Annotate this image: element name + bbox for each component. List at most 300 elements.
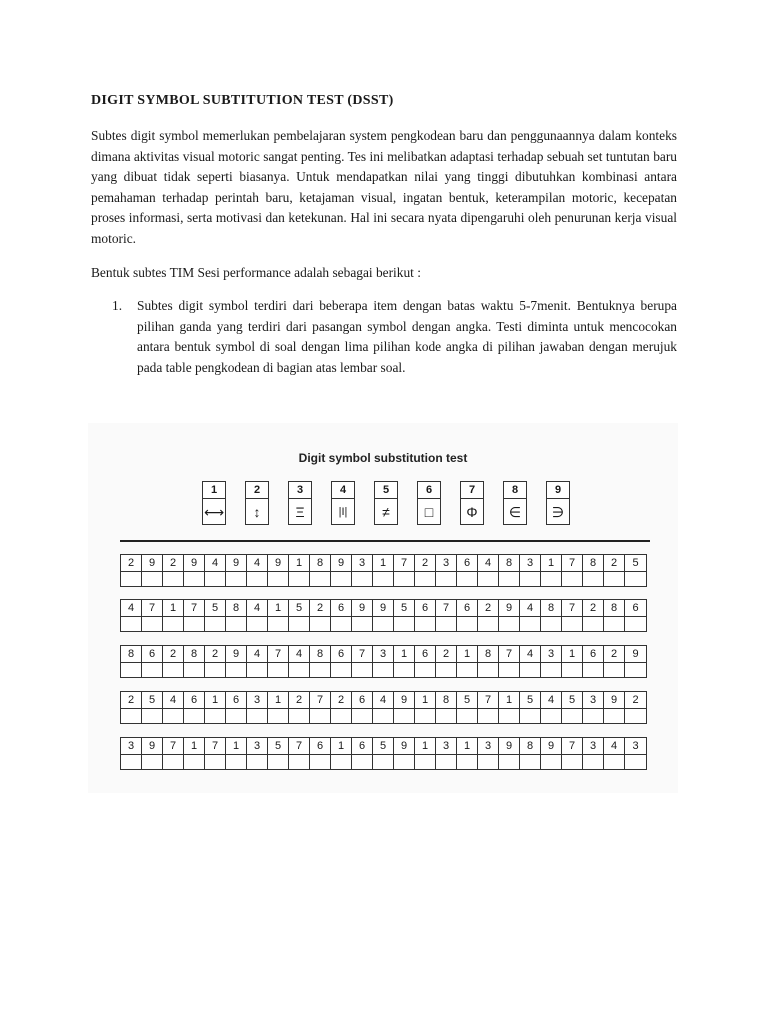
answer-blank[interactable] xyxy=(625,709,646,723)
test-cell xyxy=(289,738,310,769)
test-cell xyxy=(268,692,289,723)
test-cell xyxy=(226,738,247,769)
answer-blank[interactable] xyxy=(205,617,225,631)
test-cell xyxy=(205,600,226,631)
answer-blank[interactable] xyxy=(562,755,582,769)
test-cell xyxy=(310,555,331,586)
answer-blank[interactable] xyxy=(520,572,540,586)
test-cell xyxy=(163,738,184,769)
answer-blank[interactable] xyxy=(163,709,183,723)
test-digit: 2 xyxy=(205,646,225,663)
test-cell xyxy=(142,600,163,631)
key-cell-1 xyxy=(202,481,226,525)
test-cell xyxy=(163,555,184,586)
answer-blank[interactable] xyxy=(520,755,540,769)
test-digit: 3 xyxy=(121,738,141,755)
test-digit: 7 xyxy=(352,646,372,663)
answer-blank[interactable] xyxy=(247,663,267,677)
test-cell xyxy=(520,600,541,631)
key-digit: 7 xyxy=(461,482,483,499)
answer-blank[interactable] xyxy=(121,755,141,769)
test-cell xyxy=(478,646,499,677)
answer-blank[interactable] xyxy=(562,617,582,631)
test-cell xyxy=(121,692,142,723)
test-digit: 7 xyxy=(436,600,456,617)
answer-blank[interactable] xyxy=(163,617,183,631)
answer-blank[interactable] xyxy=(625,617,646,631)
test-cell xyxy=(583,646,604,677)
test-cell xyxy=(310,738,331,769)
answer-blank[interactable] xyxy=(289,709,309,723)
test-digit: 4 xyxy=(289,646,309,663)
answer-blank[interactable] xyxy=(520,617,540,631)
test-digit: 6 xyxy=(352,692,372,709)
answer-blank[interactable] xyxy=(268,572,288,586)
test-digit: 8 xyxy=(121,646,141,663)
answer-blank[interactable] xyxy=(226,755,246,769)
answer-blank[interactable] xyxy=(184,663,204,677)
answer-blank[interactable] xyxy=(310,755,330,769)
test-cell xyxy=(352,738,373,769)
answer-blank[interactable] xyxy=(436,663,456,677)
answer-blank[interactable] xyxy=(184,755,204,769)
test-digit: 9 xyxy=(142,738,162,755)
answer-blank[interactable] xyxy=(184,617,204,631)
answer-blank[interactable] xyxy=(247,572,267,586)
test-cell xyxy=(310,600,331,631)
answer-blank[interactable] xyxy=(268,709,288,723)
test-cell xyxy=(142,692,163,723)
test-digit: 8 xyxy=(310,646,330,663)
test-row xyxy=(120,737,647,770)
test-digit: 6 xyxy=(310,738,330,755)
answer-blank[interactable] xyxy=(121,572,141,586)
answer-blank[interactable] xyxy=(457,617,477,631)
answer-blank[interactable] xyxy=(373,617,393,631)
test-digit: 2 xyxy=(163,646,183,663)
answer-blank[interactable] xyxy=(142,755,162,769)
test-digit: 2 xyxy=(604,646,624,663)
key-cell-3 xyxy=(288,481,312,525)
figure-title: Digit symbol substitution test xyxy=(298,451,468,465)
answer-blank[interactable] xyxy=(352,617,372,631)
test-digit: 8 xyxy=(520,738,540,755)
test-cell xyxy=(121,738,142,769)
answer-blank[interactable] xyxy=(142,709,162,723)
test-cell xyxy=(583,738,604,769)
test-digit: 3 xyxy=(436,738,456,755)
test-digit: 9 xyxy=(499,600,519,617)
answer-blank[interactable] xyxy=(604,663,624,677)
test-digit: 1 xyxy=(184,738,204,755)
key-cell-4 xyxy=(331,481,355,525)
test-digit: 4 xyxy=(247,600,267,617)
answer-blank[interactable] xyxy=(310,663,330,677)
test-digit: 5 xyxy=(457,692,477,709)
test-cell xyxy=(499,600,520,631)
answer-blank[interactable] xyxy=(478,617,498,631)
test-cell xyxy=(142,646,163,677)
answer-blank[interactable] xyxy=(121,617,141,631)
test-digit: 6 xyxy=(331,600,351,617)
test-digit: 6 xyxy=(583,646,603,663)
answer-blank[interactable] xyxy=(289,572,309,586)
answer-blank[interactable] xyxy=(478,755,498,769)
test-digit: 6 xyxy=(142,646,162,663)
test-digit: 5 xyxy=(562,692,582,709)
test-digit: 5 xyxy=(142,692,162,709)
test-digit: 8 xyxy=(478,646,498,663)
answer-blank[interactable] xyxy=(331,572,351,586)
answer-blank[interactable] xyxy=(394,572,414,586)
answer-blank[interactable] xyxy=(583,617,603,631)
answer-blank[interactable] xyxy=(373,572,393,586)
phi-icon: Φ xyxy=(466,504,478,520)
test-cell xyxy=(604,555,625,586)
test-cell xyxy=(226,600,247,631)
answer-blank[interactable] xyxy=(373,709,393,723)
test-digit: 2 xyxy=(583,600,603,617)
test-digit: 2 xyxy=(625,692,646,709)
answer-blank[interactable] xyxy=(163,663,183,677)
answer-blank[interactable] xyxy=(331,663,351,677)
answer-blank[interactable] xyxy=(562,663,582,677)
key-digit: 5 xyxy=(375,482,397,499)
test-cell xyxy=(226,555,247,586)
answer-blank[interactable] xyxy=(625,572,646,586)
test-digit: 2 xyxy=(289,692,309,709)
answer-blank[interactable] xyxy=(289,755,309,769)
answer-blank[interactable] xyxy=(205,755,225,769)
answer-blank[interactable] xyxy=(310,617,330,631)
answer-blank[interactable] xyxy=(352,709,372,723)
test-digit: 8 xyxy=(541,600,561,617)
test-cell xyxy=(142,738,163,769)
test-digit: 4 xyxy=(520,646,540,663)
answer-blank[interactable] xyxy=(142,572,162,586)
answer-blank[interactable] xyxy=(415,572,435,586)
test-cell xyxy=(394,555,415,586)
test-cell xyxy=(163,692,184,723)
test-cell xyxy=(184,555,205,586)
test-digit: 5 xyxy=(205,600,225,617)
answer-blank[interactable] xyxy=(457,755,477,769)
answer-blank[interactable] xyxy=(604,709,624,723)
answer-blank[interactable] xyxy=(604,617,624,631)
answer-blank[interactable] xyxy=(541,617,561,631)
dsst-figure xyxy=(88,423,678,793)
test-digit: 7 xyxy=(310,692,330,709)
answer-blank[interactable] xyxy=(247,755,267,769)
divider-line xyxy=(120,540,650,542)
answer-blank[interactable] xyxy=(394,663,414,677)
answer-blank[interactable] xyxy=(205,709,225,723)
test-cell xyxy=(625,555,646,586)
test-digit: 2 xyxy=(604,555,624,572)
test-digit: 2 xyxy=(121,555,141,572)
answer-blank[interactable] xyxy=(604,755,624,769)
test-cell xyxy=(352,600,373,631)
answer-blank[interactable] xyxy=(478,572,498,586)
list-item xyxy=(91,296,677,378)
key-cell-9 xyxy=(546,481,570,525)
test-digit: 7 xyxy=(562,555,582,572)
answer-blank[interactable] xyxy=(289,663,309,677)
test-cell xyxy=(520,692,541,723)
answer-blank[interactable] xyxy=(478,709,498,723)
test-cell xyxy=(331,600,352,631)
answer-blank[interactable] xyxy=(457,709,477,723)
test-digit: 7 xyxy=(478,692,498,709)
test-cell xyxy=(373,738,394,769)
test-cell xyxy=(520,555,541,586)
bars-icon: |I| xyxy=(338,506,348,518)
answer-blank[interactable] xyxy=(415,617,435,631)
test-digit: 1 xyxy=(331,738,351,755)
test-cell xyxy=(583,555,604,586)
answer-blank[interactable] xyxy=(625,755,646,769)
answer-blank[interactable] xyxy=(499,617,519,631)
test-cell xyxy=(415,692,436,723)
test-digit: 5 xyxy=(520,692,540,709)
test-cell xyxy=(625,600,646,631)
square-icon: □ xyxy=(424,504,434,520)
test-cell xyxy=(478,692,499,723)
test-digit: 4 xyxy=(163,692,183,709)
test-cell xyxy=(331,738,352,769)
test-digit: 4 xyxy=(205,555,225,572)
test-digit: 3 xyxy=(583,692,603,709)
test-digit: 3 xyxy=(583,738,603,755)
answer-blank[interactable] xyxy=(142,663,162,677)
test-digit: 8 xyxy=(184,646,204,663)
answer-blank[interactable] xyxy=(541,709,561,723)
test-digit: 5 xyxy=(373,738,393,755)
test-cell xyxy=(625,646,646,677)
answer-blank[interactable] xyxy=(331,709,351,723)
test-digit: 6 xyxy=(184,692,204,709)
answer-blank[interactable] xyxy=(562,572,582,586)
test-digit: 8 xyxy=(226,600,246,617)
test-cell xyxy=(352,555,373,586)
answer-blank[interactable] xyxy=(604,572,624,586)
answer-blank[interactable] xyxy=(562,709,582,723)
answer-blank[interactable] xyxy=(121,663,141,677)
test-digit: 1 xyxy=(394,646,414,663)
test-digit: 8 xyxy=(583,555,603,572)
test-digit: 7 xyxy=(184,600,204,617)
answer-blank[interactable] xyxy=(184,572,204,586)
answer-blank[interactable] xyxy=(394,755,414,769)
answer-blank[interactable] xyxy=(268,617,288,631)
answer-blank[interactable] xyxy=(583,572,603,586)
test-digit: 1 xyxy=(499,692,519,709)
test-cell xyxy=(184,692,205,723)
test-cell xyxy=(226,692,247,723)
test-cell xyxy=(394,738,415,769)
answer-blank[interactable] xyxy=(541,663,561,677)
answer-blank[interactable] xyxy=(163,755,183,769)
answer-blank[interactable] xyxy=(436,617,456,631)
answer-blank[interactable] xyxy=(226,663,246,677)
test-digit: 9 xyxy=(499,738,519,755)
answer-blank[interactable] xyxy=(289,617,309,631)
answer-blank[interactable] xyxy=(583,663,603,677)
test-digit: 6 xyxy=(415,646,435,663)
test-cell xyxy=(478,600,499,631)
test-digit: 7 xyxy=(562,738,582,755)
contains-icon: ∋ xyxy=(551,504,565,520)
answer-blank[interactable] xyxy=(121,709,141,723)
answer-blank[interactable] xyxy=(268,663,288,677)
test-digit: 9 xyxy=(226,646,246,663)
answer-blank[interactable] xyxy=(436,755,456,769)
test-digit: 3 xyxy=(247,692,267,709)
test-row xyxy=(120,554,647,587)
test-cell xyxy=(415,738,436,769)
test-cell xyxy=(121,646,142,677)
test-cell xyxy=(247,600,268,631)
test-cell xyxy=(457,646,478,677)
test-digit: 7 xyxy=(394,555,414,572)
test-cell xyxy=(541,555,562,586)
test-digit: 8 xyxy=(604,600,624,617)
test-cell xyxy=(625,692,646,723)
answer-blank[interactable] xyxy=(184,709,204,723)
answer-blank[interactable] xyxy=(226,572,246,586)
answer-blank[interactable] xyxy=(415,709,435,723)
test-cell xyxy=(457,600,478,631)
answer-blank[interactable] xyxy=(625,663,646,677)
test-cell xyxy=(205,646,226,677)
answer-blank[interactable] xyxy=(499,755,519,769)
answer-blank[interactable] xyxy=(142,617,162,631)
answer-blank[interactable] xyxy=(352,663,372,677)
answer-blank[interactable] xyxy=(247,617,267,631)
test-digit: 8 xyxy=(310,555,330,572)
up-down-arrow-icon: ↕ xyxy=(253,504,261,520)
key-digit: 1 xyxy=(203,482,225,499)
answer-blank[interactable] xyxy=(478,663,498,677)
test-digit: 1 xyxy=(457,646,477,663)
answer-blank[interactable] xyxy=(163,572,183,586)
test-cell xyxy=(499,738,520,769)
test-digit: 4 xyxy=(478,555,498,572)
answer-blank[interactable] xyxy=(352,572,372,586)
answer-blank[interactable] xyxy=(373,663,393,677)
answer-blank[interactable] xyxy=(520,709,540,723)
test-cell xyxy=(373,555,394,586)
test-cell xyxy=(163,600,184,631)
test-digit: 1 xyxy=(541,555,561,572)
answer-blank[interactable] xyxy=(415,755,435,769)
answer-blank[interactable] xyxy=(226,709,246,723)
test-cell xyxy=(373,600,394,631)
test-digit: 2 xyxy=(415,555,435,572)
test-digit: 9 xyxy=(394,692,414,709)
answer-blank[interactable] xyxy=(457,663,477,677)
answer-blank[interactable] xyxy=(310,572,330,586)
test-cell xyxy=(520,738,541,769)
test-cell xyxy=(436,555,457,586)
test-digit: 2 xyxy=(478,600,498,617)
list-item-text: Subtes digit symbol terdiri dari beberapa item dengan batas waktu 5-7menit. Bentuknya berupa pilihan ganda yang terdiri dari pasangan symbol dengan angka. Testi diminta untuk mencocokan antara bentuk symbol di soal dengan lima pilihan kode angka di pilihan jawaban dengan merujuk pada table pengkodean di bagian atas lembar soal. xyxy=(137,298,677,375)
test-cell xyxy=(562,555,583,586)
answer-blank[interactable] xyxy=(247,709,267,723)
answer-blank[interactable] xyxy=(583,709,603,723)
triple-bar-icon: Ξ xyxy=(295,504,305,520)
answer-blank[interactable] xyxy=(352,755,372,769)
test-digit: 8 xyxy=(436,692,456,709)
test-cell xyxy=(625,738,646,769)
test-cell xyxy=(205,738,226,769)
answer-blank[interactable] xyxy=(394,617,414,631)
test-cell xyxy=(415,646,436,677)
answer-blank[interactable] xyxy=(394,709,414,723)
answer-blank[interactable] xyxy=(541,755,561,769)
answer-blank[interactable] xyxy=(457,572,477,586)
test-digit: 7 xyxy=(142,600,162,617)
answer-blank[interactable] xyxy=(331,755,351,769)
test-cell xyxy=(583,692,604,723)
test-digit: 2 xyxy=(331,692,351,709)
answer-blank[interactable] xyxy=(436,709,456,723)
test-cell xyxy=(184,738,205,769)
test-cell xyxy=(499,646,520,677)
test-digit: 7 xyxy=(163,738,183,755)
test-digit: 9 xyxy=(394,738,414,755)
answer-blank[interactable] xyxy=(499,709,519,723)
test-cell xyxy=(121,555,142,586)
answer-blank[interactable] xyxy=(310,709,330,723)
answer-blank[interactable] xyxy=(415,663,435,677)
key-cell-6 xyxy=(417,481,441,525)
answer-blank[interactable] xyxy=(499,663,519,677)
document-title: DIGIT SYMBOL SUBTITUTION TEST (DSST) xyxy=(91,93,394,108)
answer-blank[interactable] xyxy=(268,755,288,769)
answer-blank[interactable] xyxy=(205,663,225,677)
test-cell xyxy=(478,555,499,586)
test-cell xyxy=(499,692,520,723)
test-cell xyxy=(268,600,289,631)
test-cell xyxy=(331,555,352,586)
test-digit: 4 xyxy=(541,692,561,709)
element-of-icon: ∈ xyxy=(508,504,522,520)
key-cell-8 xyxy=(503,481,527,525)
answer-blank[interactable] xyxy=(373,755,393,769)
test-digit: 6 xyxy=(352,738,372,755)
test-cell xyxy=(562,738,583,769)
test-digit: 3 xyxy=(625,738,646,755)
answer-blank[interactable] xyxy=(226,617,246,631)
answer-blank[interactable] xyxy=(499,572,519,586)
answer-blank[interactable] xyxy=(436,572,456,586)
test-cell xyxy=(373,692,394,723)
answer-blank[interactable] xyxy=(205,572,225,586)
test-digit: 3 xyxy=(436,555,456,572)
test-digit: 4 xyxy=(247,646,267,663)
test-digit: 6 xyxy=(226,692,246,709)
test-digit: 8 xyxy=(499,555,519,572)
test-digit: 1 xyxy=(457,738,477,755)
answer-blank[interactable] xyxy=(541,572,561,586)
test-cell xyxy=(268,738,289,769)
answer-blank[interactable] xyxy=(520,663,540,677)
test-cell xyxy=(436,646,457,677)
answer-blank[interactable] xyxy=(331,617,351,631)
test-cell xyxy=(394,646,415,677)
answer-blank[interactable] xyxy=(583,755,603,769)
